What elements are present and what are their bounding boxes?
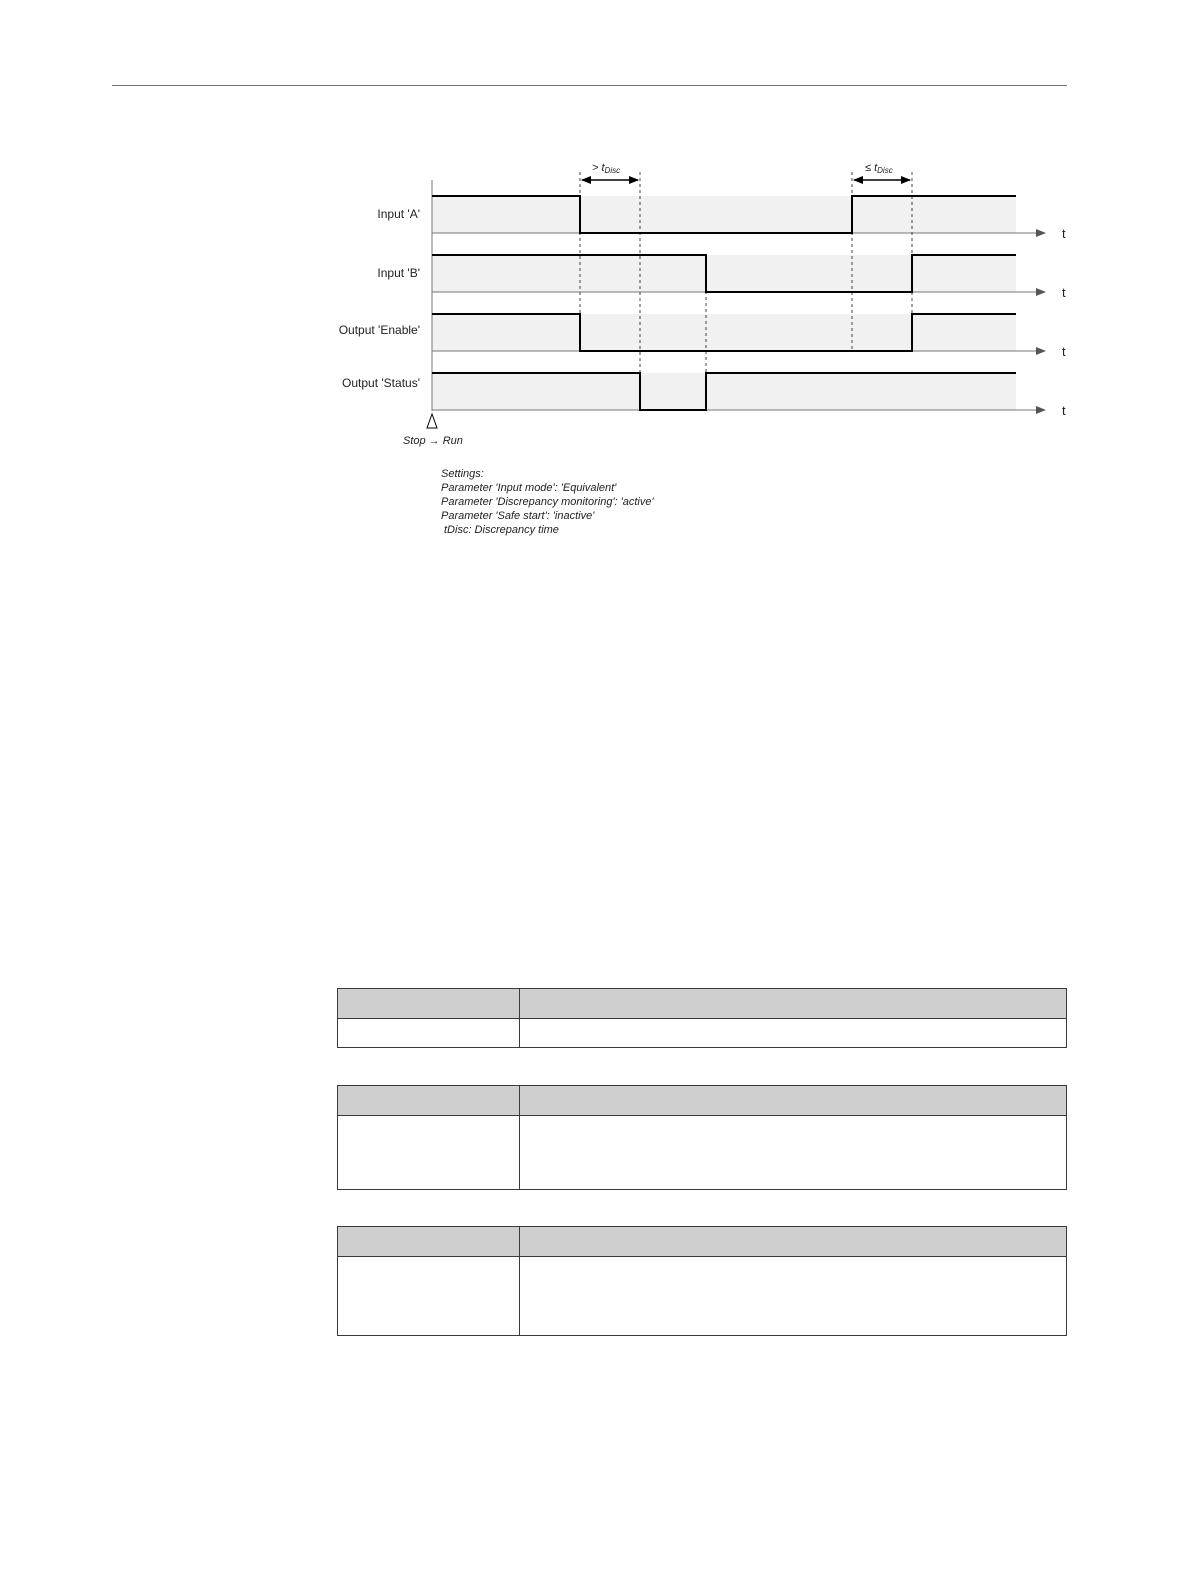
table-row: [338, 1257, 1067, 1336]
signal-bands: [432, 196, 1016, 410]
table-cell: [520, 1019, 1067, 1048]
settings-line: Parameter 'Discrepancy monitoring': 'active': [441, 496, 654, 508]
axis-t-input-b: t: [1062, 285, 1066, 300]
interval-label-1: > tDisc: [592, 162, 621, 175]
timing-diagram: [300, 150, 1080, 450]
signal-label-output-status: Output 'Status': [342, 376, 420, 390]
parameter-table-1: [337, 988, 1067, 1048]
table-cell: [520, 1257, 1067, 1336]
settings-line: tDisc: Discrepancy time: [444, 524, 559, 536]
table-cell: [338, 1019, 520, 1048]
table-header-row: [338, 1227, 1067, 1257]
settings-notes: [441, 467, 654, 537]
interval-label-2: ≤ tDisc: [865, 162, 893, 175]
signal-label-output-enable: Output 'Enable': [338, 323, 420, 337]
table-header-cell: [338, 1227, 520, 1257]
axis-t-output-status: t: [1062, 403, 1066, 418]
band-input-b: [432, 255, 1016, 292]
table-cell: [520, 1116, 1067, 1190]
table-header-cell: [520, 989, 1067, 1019]
header-rule: [112, 85, 1067, 86]
table-header-row: [338, 989, 1067, 1019]
table-row: [338, 1019, 1067, 1048]
settings-line: Parameter 'Input mode': 'Equivalent': [441, 482, 617, 494]
table-header-cell: [520, 1086, 1067, 1116]
settings-heading: Settings:: [441, 468, 484, 480]
signal-label-input-a: Input 'A': [377, 207, 420, 221]
settings-line: Parameter 'Safe start': 'inactive': [441, 510, 595, 522]
table-header-cell: [338, 989, 520, 1019]
table-row: [338, 1116, 1067, 1190]
band-output-status: [432, 373, 1016, 410]
band-input-a: [432, 196, 1016, 233]
band-output-enable: [432, 314, 1016, 351]
parameter-table-3: [337, 1226, 1067, 1336]
table-header-cell: [520, 1227, 1067, 1257]
table-cell: [338, 1257, 520, 1336]
signal-label-input-b: Input 'B': [377, 266, 420, 280]
table-cell: [338, 1116, 520, 1190]
start-marker-label: Stop → Run: [403, 435, 463, 447]
axis-t-output-enable: t: [1062, 344, 1066, 359]
table-header-row: [338, 1086, 1067, 1116]
table-header-cell: [338, 1086, 520, 1116]
interval-marker-1: [582, 162, 638, 180]
parameter-table-2: [337, 1085, 1067, 1190]
interval-marker-2: [854, 162, 910, 180]
axis-t-input-a: t: [1062, 226, 1066, 241]
start-marker-icon: [427, 414, 437, 428]
